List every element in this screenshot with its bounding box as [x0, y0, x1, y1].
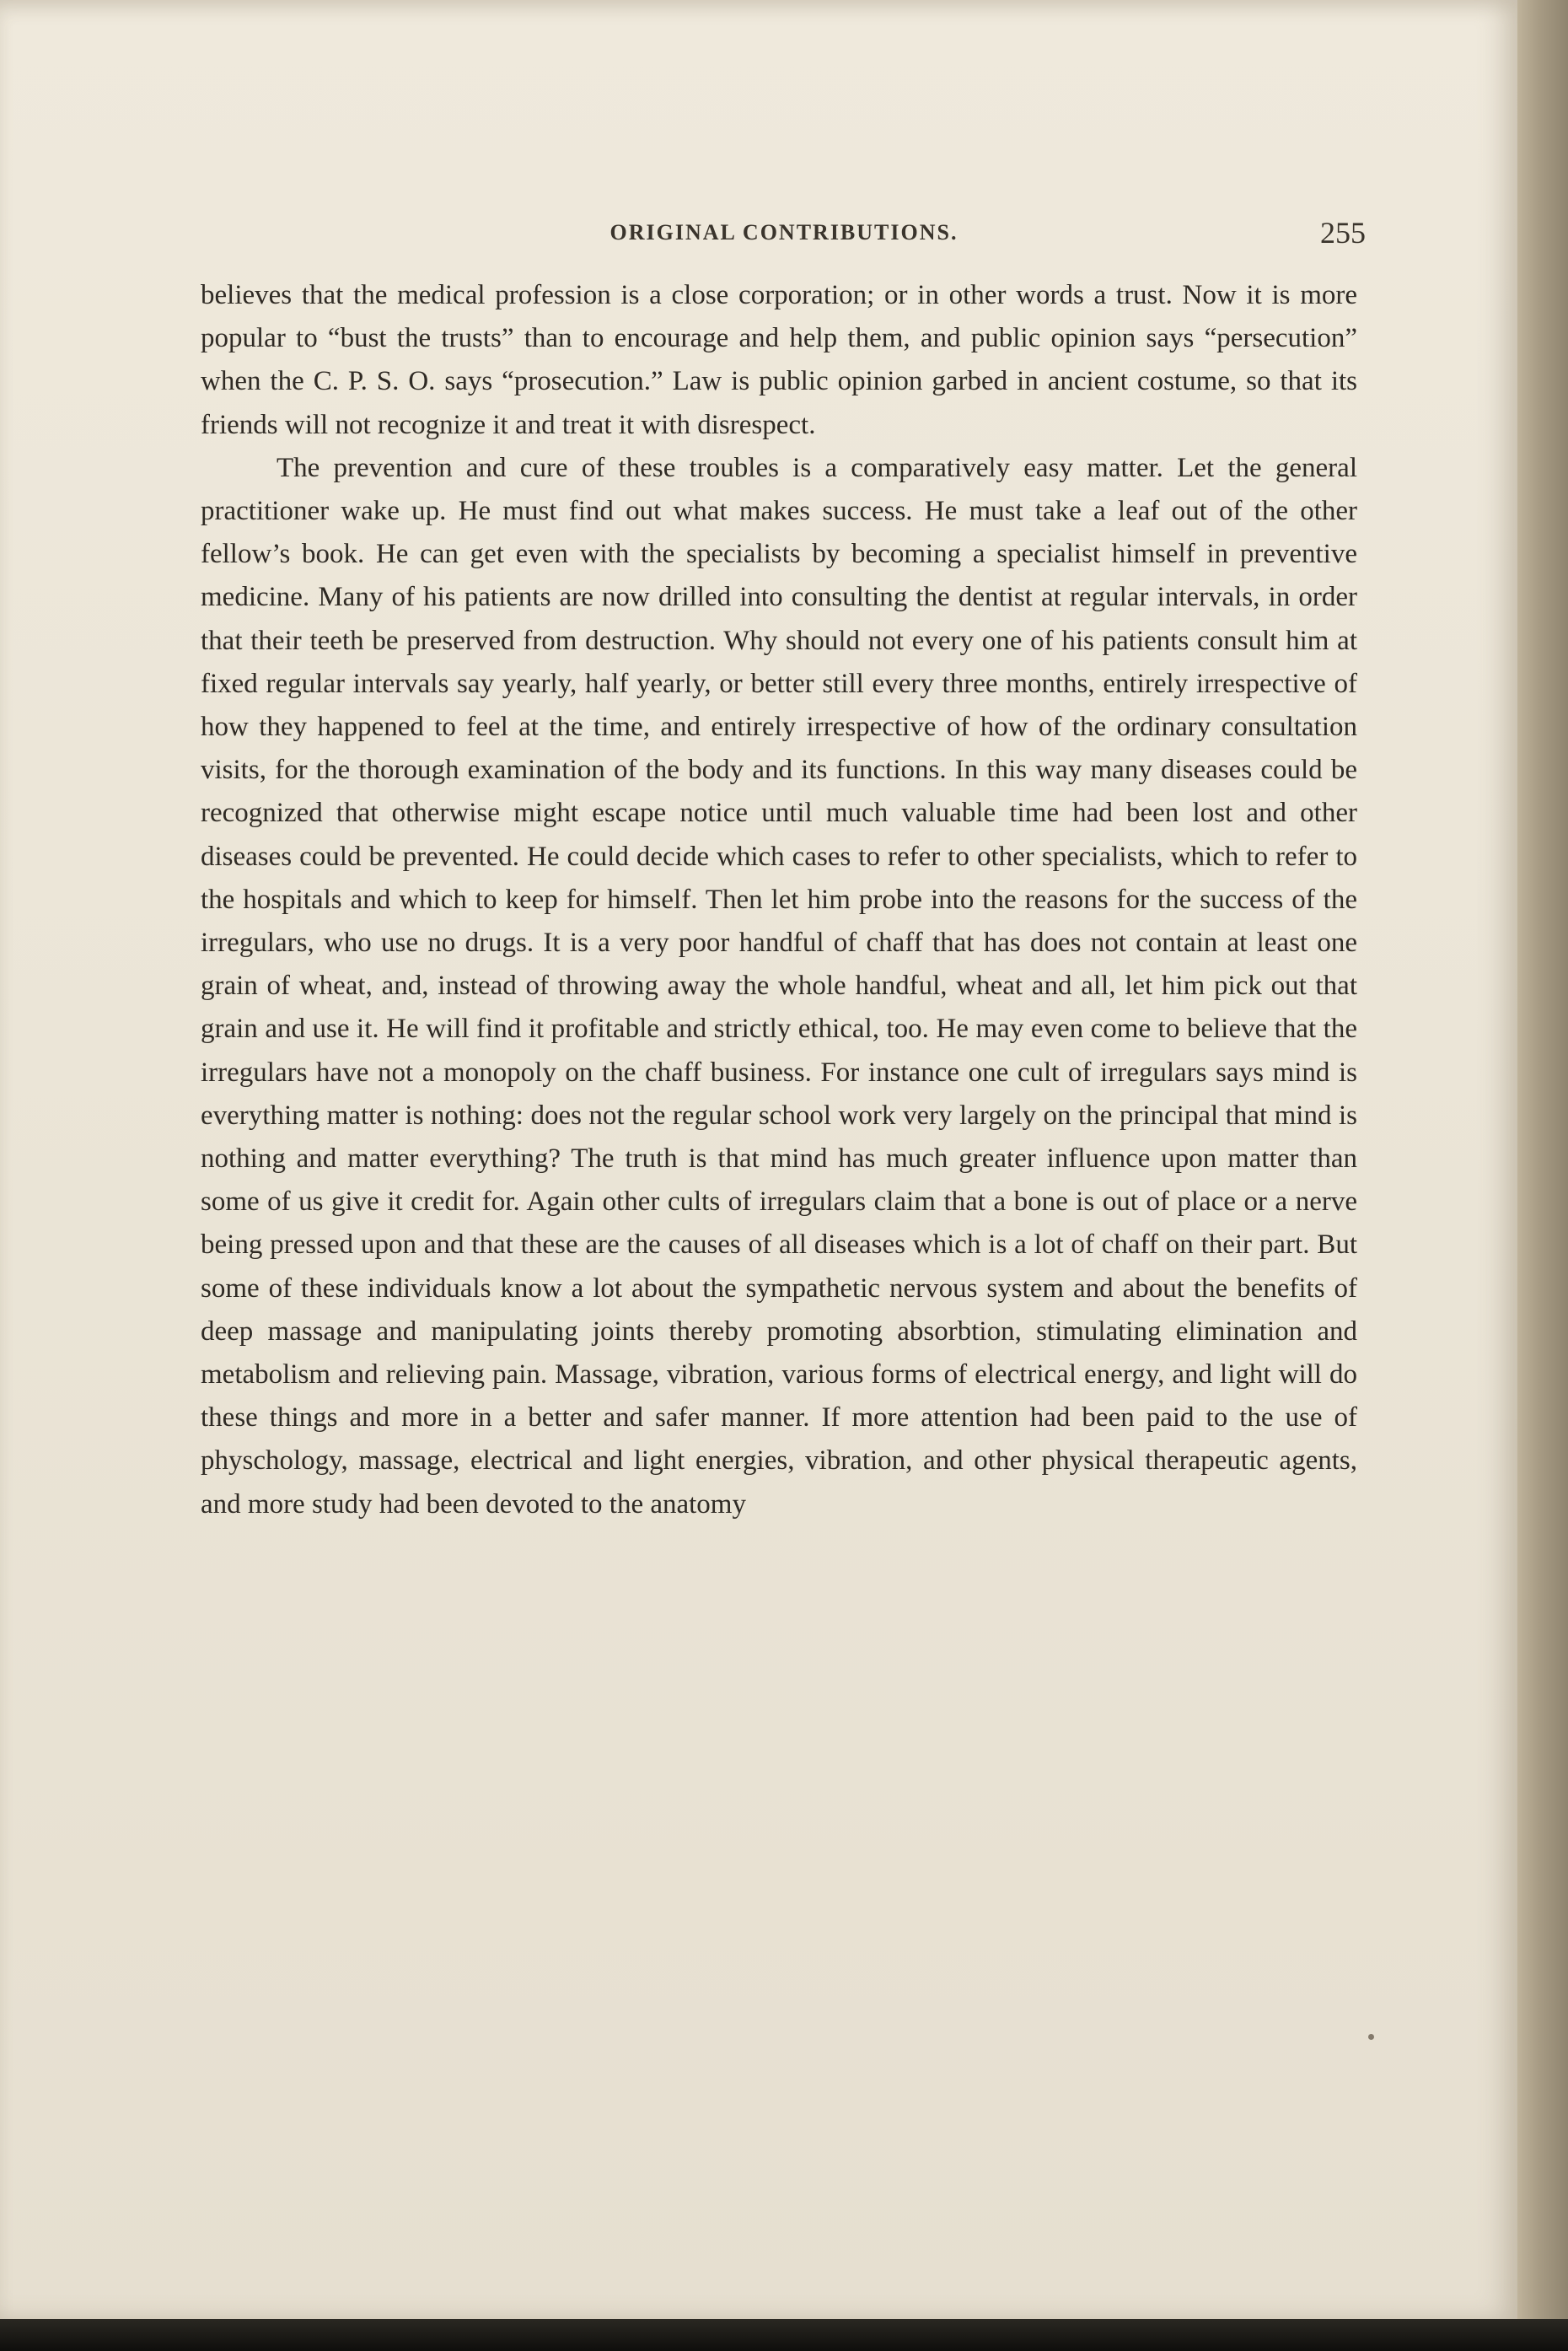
page-number: 255 [1320, 216, 1366, 250]
paragraph: The prevention and cure of these troubles is a comparatively easy matter. Let the general practitioner wake up. He must find out what makes success. He must take a leaf out of the other fellow’s book. He can get even with the specialists by becoming a specialist himself in preventive medicine. Many of his patients are now drilled into consulting the dentist at regular intervals, in order that their teeth be preserved from destruction. Why should not every one of his patients consult him at fixed regular intervals say yearly, half yearly, or better still every three months, entirely irrespective of how they happened to feel at the time, and entirely irrespective of how of the ordinary consultation visits, for the thorough examination of the body and its functions. In this way many diseases could be recognized that otherwise might escape notice until much valuable time had been lost and other diseases could be prevented. He could decide which cases to refer to other specialists, which to refer to the hospitals and which to keep for himself. Then let him probe into the reasons for the success of the irregulars, who use no drugs. It is a very poor handful of chaff that has does not contain at least one grain of wheat, and, instead of throwing away the whole handful, wheat and all, let him pick out that grain and use it. He will find it profitable and strictly ethical, too. He may even come to believe that the irregulars have not a monopoly on the chaff business. For instance one cult of irregulars says mind is everything matter is nothing: does not the regular school work very largely on the principal that mind is nothing and matter everything? The truth is that mind has much greater influence upon matter than some of us give it credit for. Again other cults of irregulars claim that a bone is out of place or a nerve being pressed upon and that these are the causes of all diseases which is a lot of chaff on their part. But some of these individuals know a lot about the sympathetic nervous system and about the benefits of deep massage and manipulating joints thereby promoting absorbtion, stimulating elimination and metabolism and relieving pain. Massage, vibration, various forms of electrical energy, and light will do these things and more in a better and safer manner. If more attention had been paid to the use of physchology, massage, electrical and light energies, vibration, and other physical therapeutic agents, and more study had been devoted to the anatomy [201, 452, 1357, 1520]
running-head: ORIGINAL CONTRIBUTIONS. [609, 220, 959, 245]
scan-bottom-edge [0, 2319, 1568, 2351]
paragraph-continued: believes that the medical profession is a close corporation; or in other words a trust. Now it is more popular to “bust the trusts” than to encourage and help them, and public opinion says “persecution” when the C. P. S. O. says “prosecution.” Law is public opinion garbed in ancient costume, so that its friends will not recognize it and treat it with disrespect. [201, 280, 1357, 440]
binding-edge [1517, 0, 1568, 2351]
page-header [202, 207, 1366, 258]
paper-speck [1368, 2034, 1374, 2040]
body-text [201, 274, 1357, 1526]
